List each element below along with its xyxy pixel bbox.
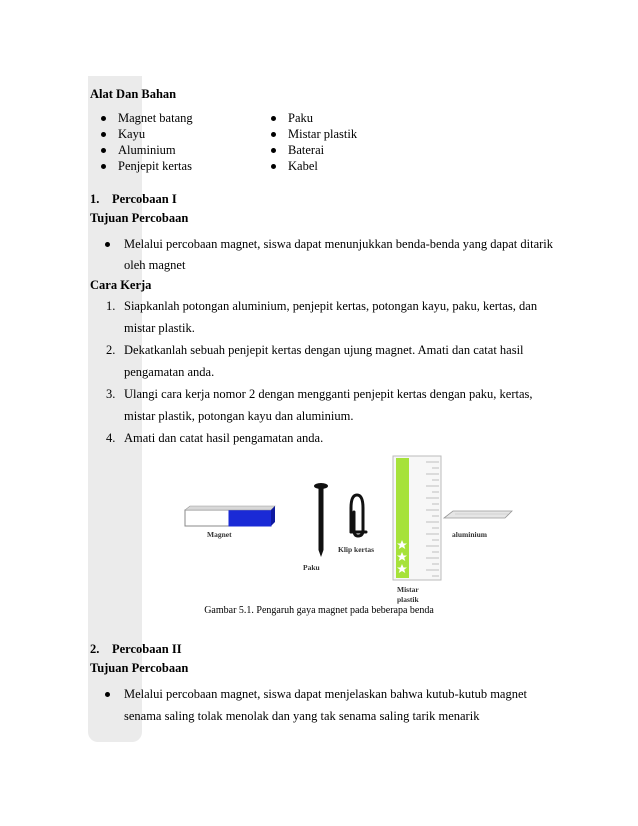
- subheading-tujuan: Tujuan Percobaan: [90, 211, 189, 225]
- section-number: 1.: [90, 192, 100, 206]
- step-text: Ulangi cara kerja nomor 2 dengan mengganti penjepit kertas dengan paku, kertas,: [124, 387, 533, 401]
- ruler-label-line1: Mistar: [397, 585, 419, 594]
- step-text: Dekatkanlah sebuah penjepit kertas dengan ujung magnet. Amati dan catat hasil: [124, 343, 524, 357]
- paper-clip-icon: [351, 495, 366, 536]
- step-number: 4.: [106, 431, 116, 445]
- magnet-bar-icon: [185, 506, 275, 526]
- nail-icon: [314, 483, 328, 557]
- aluminium-strip-icon: [444, 511, 512, 518]
- subheading-cara-kerja: Cara Kerja: [90, 278, 152, 292]
- list-item: Magnet batang: [118, 111, 193, 125]
- clip-label: Klip kertas: [338, 545, 375, 554]
- list-item: Kabel: [288, 159, 318, 173]
- list-item: Aluminium: [118, 143, 176, 157]
- section-number: 2.: [90, 642, 100, 656]
- ruler-icon: [393, 456, 441, 580]
- aluminium-label: aluminium: [452, 530, 488, 539]
- step-text: pengamatan anda.: [124, 365, 215, 379]
- subheading-tujuan: Tujuan Percobaan: [90, 661, 189, 675]
- step-text: mistar plastik, potongan kayu dan aluminium.: [124, 409, 354, 423]
- step-text: mistar plastik.: [124, 321, 195, 335]
- tujuan-text: senama saling tolak menolak dan yang tak senama saling tarik menarik: [124, 709, 480, 723]
- tujuan-text: Melalui percobaan magnet, siswa dapat menunjukkan benda-benda yang dapat ditarik: [124, 237, 554, 251]
- list-item: Mistar plastik: [288, 127, 358, 141]
- tujuan-text: oleh magnet: [124, 258, 186, 272]
- list-item: Penjepit kertas: [118, 159, 192, 173]
- section-heading-alat-bahan: Alat Dan Bahan: [90, 87, 177, 101]
- ruler-label-line2: plastik: [397, 595, 419, 604]
- list-item: Kayu: [118, 127, 146, 141]
- figure-caption: Gambar 5.1. Pengaruh gaya magnet pada beberapa benda: [204, 605, 434, 616]
- step-text: Amati dan catat hasil pengamatan anda.: [124, 431, 324, 445]
- step-number: 1.: [106, 299, 116, 313]
- section-heading-percobaan-1: Percobaan I: [112, 192, 177, 206]
- section-heading-percobaan-2: Percobaan II: [112, 642, 182, 656]
- step-text: Siapkanlah potongan aluminium, penjepit kertas, potongan kayu, paku, kertas, dan: [124, 299, 538, 313]
- magnet-label: Magnet: [207, 530, 232, 539]
- step-number: 2.: [106, 343, 116, 357]
- step-number: 3.: [106, 387, 116, 401]
- list-item: Paku: [288, 111, 313, 125]
- list-item: Baterai: [288, 143, 325, 157]
- tujuan-text: Melalui percobaan magnet, siswa dapat menjelaskan bahwa kutub-kutub magnet: [124, 687, 527, 701]
- bullet-icon: [105, 692, 110, 697]
- nail-label: Paku: [303, 563, 320, 572]
